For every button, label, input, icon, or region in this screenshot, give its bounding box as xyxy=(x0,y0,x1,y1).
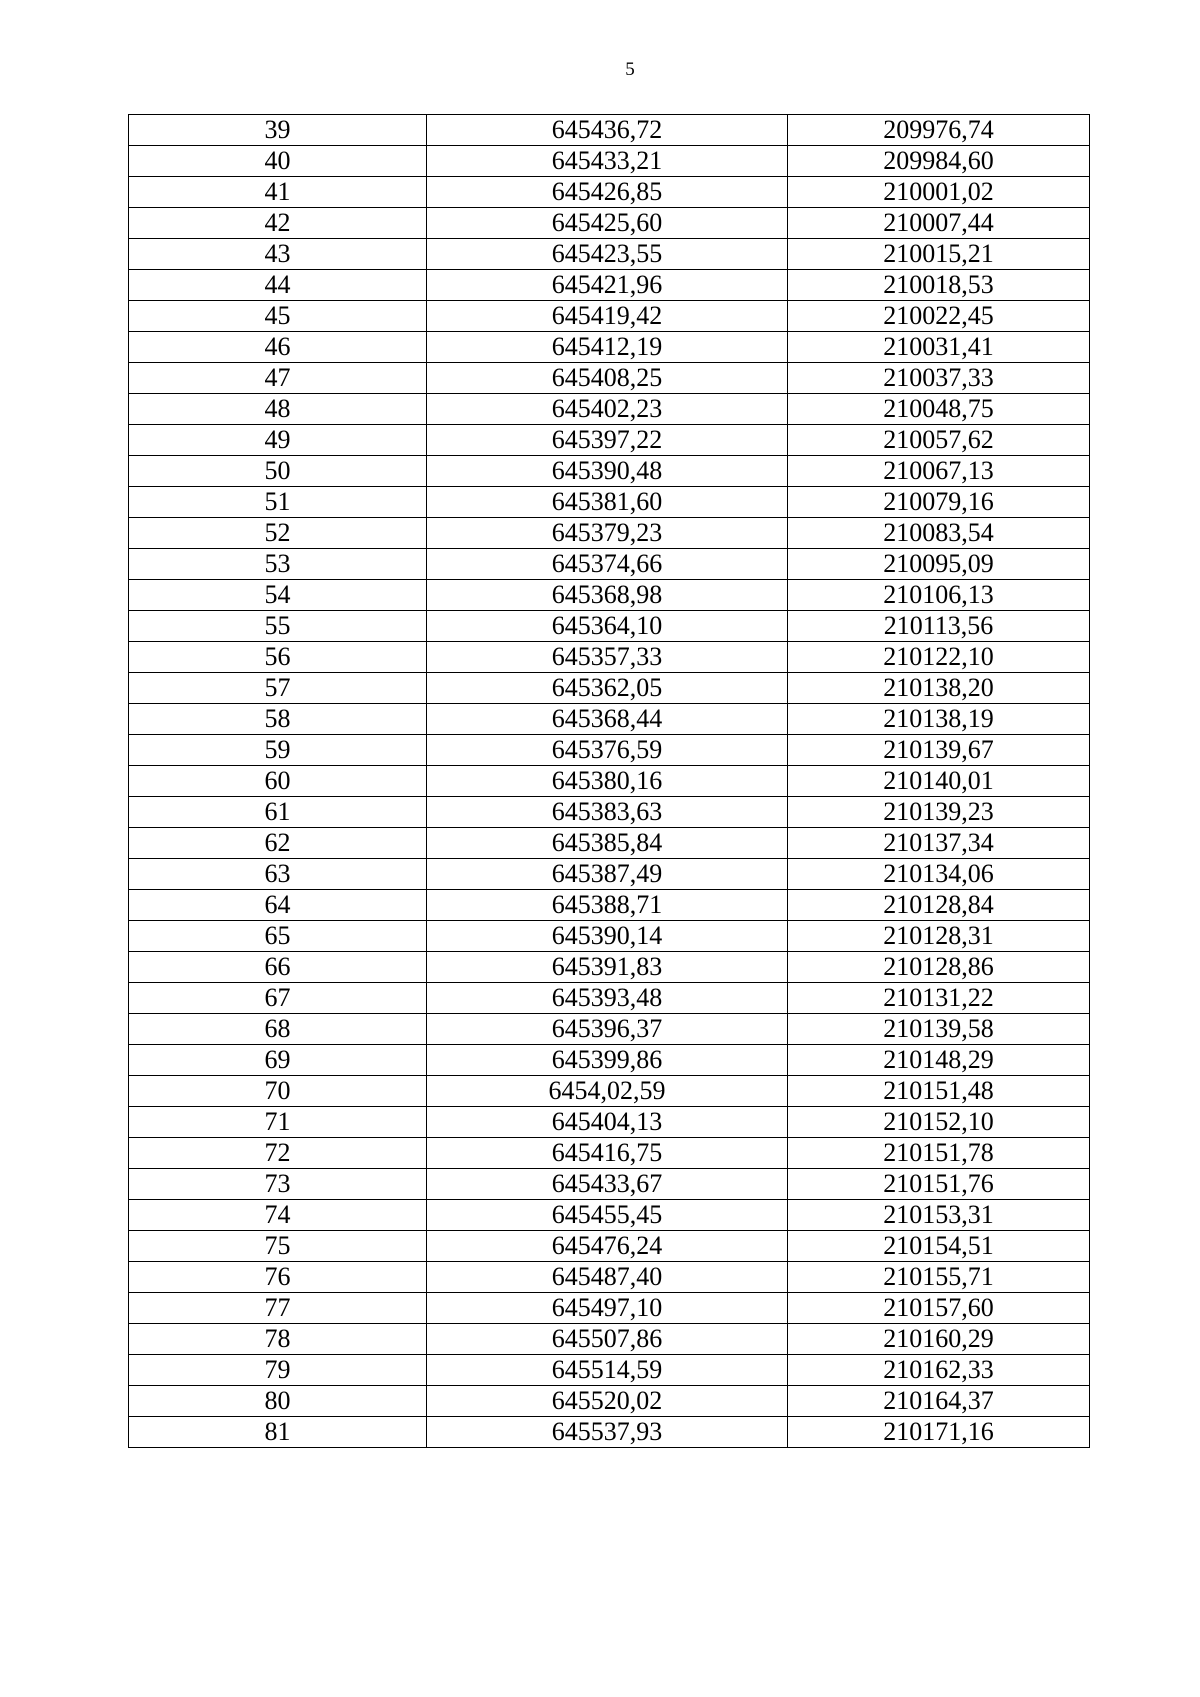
point-number-cell: 42 xyxy=(129,208,427,239)
y-coordinate-cell: 210171,16 xyxy=(788,1417,1090,1448)
coordinates-table xyxy=(128,114,1090,1448)
y-coordinate-cell: 210001,02 xyxy=(788,177,1090,208)
y-coordinate-cell: 210162,33 xyxy=(788,1355,1090,1386)
x-coordinate-cell: 645433,67 xyxy=(427,1169,788,1200)
point-number-cell: 72 xyxy=(129,1138,427,1169)
y-coordinate-cell: 209984,60 xyxy=(788,146,1090,177)
point-number-cell: 76 xyxy=(129,1262,427,1293)
x-coordinate-cell: 645357,33 xyxy=(427,642,788,673)
point-number-cell: 52 xyxy=(129,518,427,549)
x-coordinate-cell: 645368,98 xyxy=(427,580,788,611)
x-coordinate-cell: 645396,37 xyxy=(427,1014,788,1045)
table-row xyxy=(129,952,1090,983)
table-row xyxy=(129,1231,1090,1262)
point-number-cell: 48 xyxy=(129,394,427,425)
y-coordinate-cell: 210155,71 xyxy=(788,1262,1090,1293)
point-number-cell: 53 xyxy=(129,549,427,580)
point-number-cell: 79 xyxy=(129,1355,427,1386)
point-number-cell: 81 xyxy=(129,1417,427,1448)
x-coordinate-cell: 645419,42 xyxy=(427,301,788,332)
point-number-cell: 66 xyxy=(129,952,427,983)
table-row xyxy=(129,1045,1090,1076)
point-number-cell: 39 xyxy=(129,115,427,146)
table-row xyxy=(129,642,1090,673)
x-coordinate-cell: 645379,23 xyxy=(427,518,788,549)
y-coordinate-cell: 210138,20 xyxy=(788,673,1090,704)
point-number-cell: 41 xyxy=(129,177,427,208)
point-number-cell: 74 xyxy=(129,1200,427,1231)
y-coordinate-cell: 210138,19 xyxy=(788,704,1090,735)
table-row xyxy=(129,1200,1090,1231)
x-coordinate-cell: 645391,83 xyxy=(427,952,788,983)
x-coordinate-cell: 645397,22 xyxy=(427,425,788,456)
table-row xyxy=(129,208,1090,239)
x-coordinate-cell: 645421,96 xyxy=(427,270,788,301)
point-number-cell: 64 xyxy=(129,890,427,921)
x-coordinate-cell: 645390,14 xyxy=(427,921,788,952)
table-row xyxy=(129,611,1090,642)
x-coordinate-cell: 645362,05 xyxy=(427,673,788,704)
y-coordinate-cell: 210152,10 xyxy=(788,1107,1090,1138)
page-number: 5 xyxy=(625,59,635,80)
y-coordinate-cell: 210160,29 xyxy=(788,1324,1090,1355)
table-row xyxy=(129,425,1090,456)
table-row xyxy=(129,983,1090,1014)
point-number-cell: 69 xyxy=(129,1045,427,1076)
table-row xyxy=(129,1417,1090,1448)
y-coordinate-cell: 210067,13 xyxy=(788,456,1090,487)
point-number-cell: 63 xyxy=(129,859,427,890)
point-number-cell: 49 xyxy=(129,425,427,456)
y-coordinate-cell: 210031,41 xyxy=(788,332,1090,363)
table-row xyxy=(129,1014,1090,1045)
x-coordinate-cell: 645537,93 xyxy=(427,1417,788,1448)
table-row xyxy=(129,1107,1090,1138)
x-coordinate-cell: 645390,48 xyxy=(427,456,788,487)
table-row xyxy=(129,580,1090,611)
point-number-cell: 57 xyxy=(129,673,427,704)
point-number-cell: 40 xyxy=(129,146,427,177)
y-coordinate-cell: 210140,01 xyxy=(788,766,1090,797)
table-row xyxy=(129,1293,1090,1324)
x-coordinate-cell: 645387,49 xyxy=(427,859,788,890)
y-coordinate-cell: 210137,34 xyxy=(788,828,1090,859)
table-row xyxy=(129,859,1090,890)
point-number-cell: 70 xyxy=(129,1076,427,1107)
x-coordinate-cell: 645476,24 xyxy=(427,1231,788,1262)
point-number-cell: 68 xyxy=(129,1014,427,1045)
point-number-cell: 73 xyxy=(129,1169,427,1200)
point-number-cell: 75 xyxy=(129,1231,427,1262)
y-coordinate-cell: 210037,33 xyxy=(788,363,1090,394)
table-row xyxy=(129,766,1090,797)
x-coordinate-cell: 645426,85 xyxy=(427,177,788,208)
point-number-cell: 54 xyxy=(129,580,427,611)
x-coordinate-cell: 645514,59 xyxy=(427,1355,788,1386)
point-number-cell: 45 xyxy=(129,301,427,332)
y-coordinate-cell: 210134,06 xyxy=(788,859,1090,890)
table-row xyxy=(129,332,1090,363)
table-row xyxy=(129,549,1090,580)
x-coordinate-cell: 645425,60 xyxy=(427,208,788,239)
table-row xyxy=(129,115,1090,146)
y-coordinate-cell: 210128,84 xyxy=(788,890,1090,921)
x-coordinate-cell: 645402,23 xyxy=(427,394,788,425)
y-coordinate-cell: 210128,86 xyxy=(788,952,1090,983)
y-coordinate-cell: 210164,37 xyxy=(788,1386,1090,1417)
y-coordinate-cell: 210151,76 xyxy=(788,1169,1090,1200)
y-coordinate-cell: 210095,09 xyxy=(788,549,1090,580)
x-coordinate-cell: 645399,86 xyxy=(427,1045,788,1076)
point-number-cell: 43 xyxy=(129,239,427,270)
y-coordinate-cell: 210153,31 xyxy=(788,1200,1090,1231)
x-coordinate-cell: 645520,02 xyxy=(427,1386,788,1417)
x-coordinate-cell: 645393,48 xyxy=(427,983,788,1014)
point-number-cell: 77 xyxy=(129,1293,427,1324)
point-number-cell: 47 xyxy=(129,363,427,394)
x-coordinate-cell: 645436,72 xyxy=(427,115,788,146)
y-coordinate-cell: 210057,62 xyxy=(788,425,1090,456)
point-number-cell: 59 xyxy=(129,735,427,766)
y-coordinate-cell: 210007,44 xyxy=(788,208,1090,239)
point-number-cell: 44 xyxy=(129,270,427,301)
table-row xyxy=(129,1169,1090,1200)
table-row xyxy=(129,177,1090,208)
y-coordinate-cell: 210148,29 xyxy=(788,1045,1090,1076)
x-coordinate-cell: 6454,02,59 xyxy=(427,1076,788,1107)
point-number-cell: 80 xyxy=(129,1386,427,1417)
y-coordinate-cell: 210015,21 xyxy=(788,239,1090,270)
x-coordinate-cell: 645497,10 xyxy=(427,1293,788,1324)
point-number-cell: 56 xyxy=(129,642,427,673)
table-row xyxy=(129,890,1090,921)
y-coordinate-cell: 210122,10 xyxy=(788,642,1090,673)
coordinates-table-body xyxy=(129,115,1090,1448)
x-coordinate-cell: 645383,63 xyxy=(427,797,788,828)
point-number-cell: 55 xyxy=(129,611,427,642)
point-number-cell: 60 xyxy=(129,766,427,797)
x-coordinate-cell: 645364,10 xyxy=(427,611,788,642)
x-coordinate-cell: 645376,59 xyxy=(427,735,788,766)
x-coordinate-cell: 645368,44 xyxy=(427,704,788,735)
point-number-cell: 51 xyxy=(129,487,427,518)
point-number-cell: 71 xyxy=(129,1107,427,1138)
table-row xyxy=(129,673,1090,704)
x-coordinate-cell: 645487,40 xyxy=(427,1262,788,1293)
point-number-cell: 67 xyxy=(129,983,427,1014)
x-coordinate-cell: 645381,60 xyxy=(427,487,788,518)
table-row xyxy=(129,921,1090,952)
table-row xyxy=(129,797,1090,828)
point-number-cell: 50 xyxy=(129,456,427,487)
x-coordinate-cell: 645507,86 xyxy=(427,1324,788,1355)
y-coordinate-cell: 209976,74 xyxy=(788,115,1090,146)
table-row xyxy=(129,735,1090,766)
x-coordinate-cell: 645374,66 xyxy=(427,549,788,580)
point-number-cell: 65 xyxy=(129,921,427,952)
table-row xyxy=(129,146,1090,177)
table-row xyxy=(129,270,1090,301)
table-row xyxy=(129,1138,1090,1169)
table-row xyxy=(129,363,1090,394)
table-row xyxy=(129,1324,1090,1355)
y-coordinate-cell: 210018,53 xyxy=(788,270,1090,301)
x-coordinate-cell: 645412,19 xyxy=(427,332,788,363)
x-coordinate-cell: 645416,75 xyxy=(427,1138,788,1169)
x-coordinate-cell: 645455,45 xyxy=(427,1200,788,1231)
table-row xyxy=(129,1076,1090,1107)
y-coordinate-cell: 210139,23 xyxy=(788,797,1090,828)
table-row xyxy=(129,1262,1090,1293)
x-coordinate-cell: 645385,84 xyxy=(427,828,788,859)
table-row xyxy=(129,394,1090,425)
table-row xyxy=(129,301,1090,332)
y-coordinate-cell: 210151,78 xyxy=(788,1138,1090,1169)
table-row xyxy=(129,487,1090,518)
y-coordinate-cell: 210048,75 xyxy=(788,394,1090,425)
table-row xyxy=(129,518,1090,549)
point-number-cell: 78 xyxy=(129,1324,427,1355)
y-coordinate-cell: 210139,67 xyxy=(788,735,1090,766)
table-row xyxy=(129,456,1090,487)
x-coordinate-cell: 645433,21 xyxy=(427,146,788,177)
point-number-cell: 61 xyxy=(129,797,427,828)
point-number-cell: 58 xyxy=(129,704,427,735)
x-coordinate-cell: 645408,25 xyxy=(427,363,788,394)
y-coordinate-cell: 210151,48 xyxy=(788,1076,1090,1107)
table-row xyxy=(129,704,1090,735)
point-number-cell: 46 xyxy=(129,332,427,363)
x-coordinate-cell: 645423,55 xyxy=(427,239,788,270)
y-coordinate-cell: 210022,45 xyxy=(788,301,1090,332)
y-coordinate-cell: 210154,51 xyxy=(788,1231,1090,1262)
x-coordinate-cell: 645380,16 xyxy=(427,766,788,797)
point-number-cell: 62 xyxy=(129,828,427,859)
y-coordinate-cell: 210128,31 xyxy=(788,921,1090,952)
table-row xyxy=(129,1355,1090,1386)
y-coordinate-cell: 210079,16 xyxy=(788,487,1090,518)
x-coordinate-cell: 645404,13 xyxy=(427,1107,788,1138)
y-coordinate-cell: 210106,13 xyxy=(788,580,1090,611)
y-coordinate-cell: 210083,54 xyxy=(788,518,1090,549)
y-coordinate-cell: 210139,58 xyxy=(788,1014,1090,1045)
x-coordinate-cell: 645388,71 xyxy=(427,890,788,921)
y-coordinate-cell: 210157,60 xyxy=(788,1293,1090,1324)
table-row xyxy=(129,1386,1090,1417)
y-coordinate-cell: 210131,22 xyxy=(788,983,1090,1014)
table-row xyxy=(129,239,1090,270)
table-row xyxy=(129,828,1090,859)
y-coordinate-cell: 210113,56 xyxy=(788,611,1090,642)
